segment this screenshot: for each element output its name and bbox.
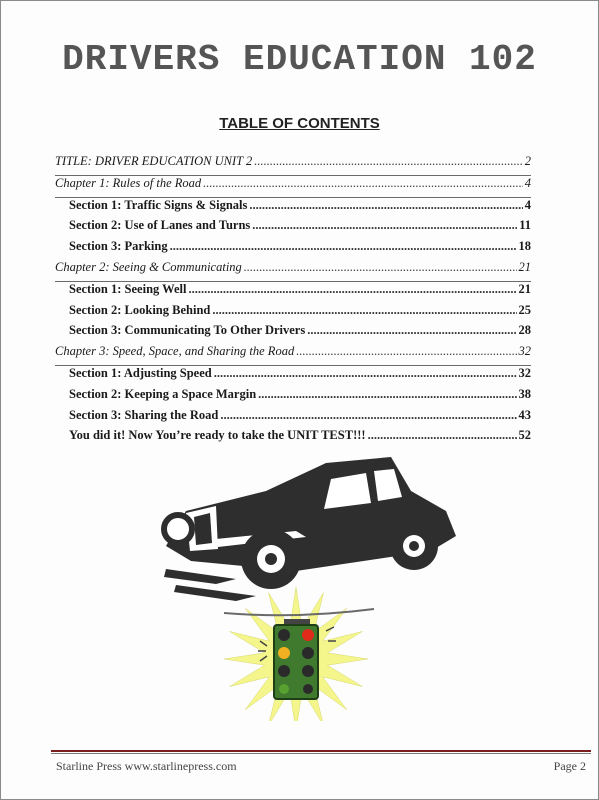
toc-page-number: 11: [519, 218, 531, 233]
toc-page-number: 2: [524, 154, 531, 168]
toc-heading: TABLE OF CONTENTS: [219, 115, 380, 132]
toc-page-number: 28: [518, 323, 531, 338]
toc-leader-dots: [249, 198, 522, 213]
toc-entry-label: TITLE: DRIVER EDUCATION UNIT 2: [55, 154, 253, 168]
footer-rule-thin: [51, 753, 591, 754]
toc-entry-label: Section 2: Use of Lanes and Turns: [69, 218, 251, 233]
toc-entry-label: Section 2: Keeping a Space Margin: [69, 386, 257, 401]
toc-entry-label: Section 1: Traffic Signs & Signals: [69, 197, 248, 212]
toc-page-number: 4: [524, 175, 531, 190]
toc-section-row[interactable]: [55, 387, 531, 408]
toc-page-number: 38: [518, 386, 531, 401]
toc-leader-dots: [254, 154, 523, 169]
toc-leader-dots: [296, 344, 516, 359]
toc-leader-dots: [252, 218, 517, 233]
toc-section-row[interactable]: [55, 366, 531, 387]
toc-page-number: 21: [518, 281, 531, 296]
toc-entry-label: Section 2: Looking Behind: [69, 302, 211, 317]
toc-section-row[interactable]: [55, 239, 531, 260]
toc-leader-dots: [258, 387, 516, 402]
toc-entry-label: Section 3: Sharing the Road: [69, 407, 219, 422]
toc-entry-label: Section 3: Communicating To Other Drivers: [69, 323, 306, 338]
toc-leader-dots: [307, 323, 516, 338]
toc-entry-label: Chapter 3: Speed, Space, and Sharing the Road: [55, 344, 295, 359]
toc-leader-dots: [203, 176, 523, 191]
toc-section-row[interactable]: [55, 323, 531, 344]
toc-entry-label: Chapter 2: Seeing & Communicating: [55, 259, 242, 274]
toc-leader-dots: [188, 282, 516, 297]
toc-leader-dots: [214, 366, 517, 381]
toc-entry-label: You did it! Now You’re ready to take the UNIT TEST!!!: [69, 428, 366, 443]
toc-section-row[interactable]: [55, 303, 531, 324]
footer-rule: [51, 750, 591, 752]
toc-page-number: 18: [518, 239, 531, 254]
toc-leader-dots: [220, 408, 516, 423]
toc-leader-dots: [170, 239, 517, 254]
toc-page-number: 21: [518, 259, 531, 274]
toc-section-row[interactable]: [55, 198, 531, 219]
toc-page-number: 32: [518, 365, 531, 380]
toc-chapter-row[interactable]: [55, 260, 531, 282]
toc-entry-label: Chapter 1: Rules of the Road: [55, 175, 202, 190]
toc-chapter-row[interactable]: [55, 344, 531, 366]
toc-page-number: 32: [518, 344, 531, 359]
toc-leader-dots: [212, 303, 516, 318]
footer-publisher: Starline Press www.starlinepress.com: [56, 759, 237, 773]
toc-entry-label: Section 1: Seeing Well: [69, 281, 187, 296]
toc-leader-dots: [368, 428, 517, 443]
toc-page-number: 4: [524, 197, 531, 212]
vintage-car-icon: [164, 457, 456, 601]
illustration-group: [146, 451, 466, 721]
toc-section-row[interactable]: [55, 408, 531, 429]
toc-section-row[interactable]: [55, 282, 531, 303]
toc-entry-label: Section 1: Adjusting Speed: [69, 365, 212, 380]
toc-leader-dots: [244, 260, 517, 275]
toc-chapter-row[interactable]: [55, 176, 531, 198]
toc-page-number: 43: [518, 407, 531, 422]
table-of-contents: [55, 154, 531, 449]
toc-section-row[interactable]: [55, 218, 531, 239]
document-title: DRIVERS EDUCATION 102: [62, 39, 537, 80]
toc-page-number: 25: [518, 302, 531, 317]
footer-page-number: Page 2: [553, 759, 586, 773]
toc-entry-label: Section 3: Parking: [69, 239, 168, 254]
toc-page-number: 52: [518, 428, 531, 443]
toc-chapter-row[interactable]: [55, 154, 531, 176]
toc-section-row[interactable]: [55, 428, 531, 449]
